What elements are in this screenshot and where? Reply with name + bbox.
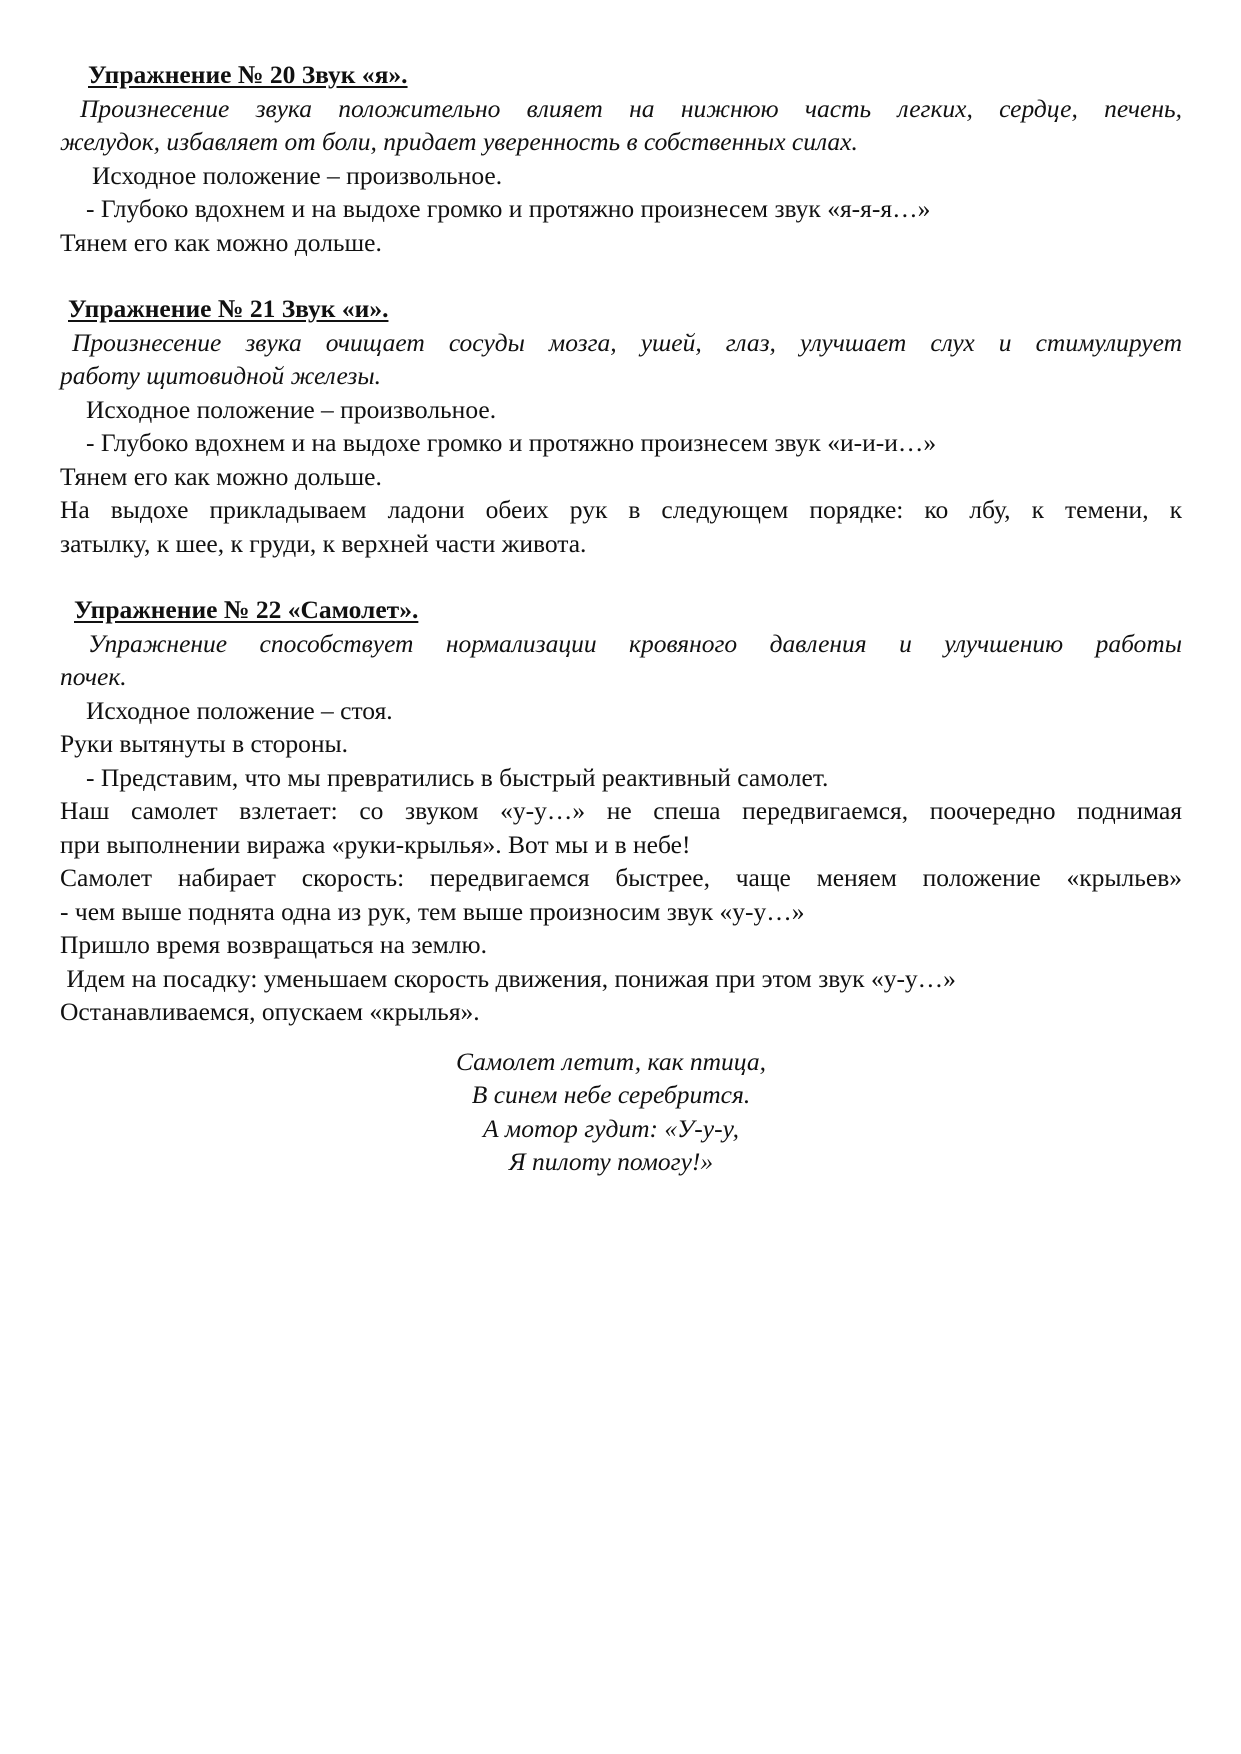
exercise-21 (60, 292, 1182, 560)
exercise-22-landing: Идем на посадку: уменьшаем скорость движения, понижая при этом звук «у-у…» (60, 963, 956, 993)
exercise-22-benefit: Упражнение способствует нормализации кровяного давления и улучшению работы (88, 628, 1182, 658)
exercise-22-speed-cont: - чем выше поднята одна из рук, тем выше произносим звук «у-у…» (60, 896, 805, 926)
exercise-22-return: Пришло время возвращаться на землю. (60, 930, 487, 959)
poem-line-2: В синем небе серебрится. (471, 1080, 751, 1109)
exercise-20-benefit: Произнесение звука положительно влияет на нижнюю часть легких, сердце, печень, (80, 93, 1182, 123)
exercise-22-takeoff: Наш самолет взлетает: со звуком «у-у…» не спеша передвигаемся, поочередно поднимая (60, 796, 1182, 825)
poem (60, 1045, 1182, 1179)
exercise-21-note: Тянем его как можно дольше. (60, 461, 382, 491)
exercise-20-heading: Упражнение № 20 Звук «я». (88, 60, 408, 89)
exercise-21-heading: Упражнение № 21 Звук «и». (68, 294, 389, 323)
exercise-20-benefit-cont: желудок, избавляет от боли, придает уверенность в собственных силах. (60, 127, 858, 156)
exercise-21-benefit-cont: работу щитовидной железы. (60, 361, 382, 390)
exercise-22-speed: Самолет набирает скорость: передвигаемся быстрее, чаще меняем положение «крыльев» (60, 863, 1182, 892)
exercise-22-heading: Упражнение № 22 «Самолет». (74, 595, 419, 624)
exercise-22-stop: Останавливаемся, опускаем «крылья». (60, 997, 480, 1026)
exercise-20-instruction: - Глубоко вдохнем и на выдохе громко и протяжно произнесем звук «я-я-я…» (86, 194, 931, 223)
poem-line-4: Я пилоту помогу!» (508, 1147, 714, 1176)
exercise-21-instruction: - Глубоко вдохнем и на выдохе громко и протяжно произнесем звук «и-и-и…» (86, 428, 937, 457)
exercise-22-start-position: Исходное положение – стоя. (86, 695, 393, 725)
poem-line-1: Самолет летит, как птица, (456, 1046, 766, 1076)
poem-line-3: А мотор гудит: «У-у-у, (482, 1113, 740, 1143)
exercise-21-extra: На выдохе прикладываем ладони обеих рук в следующем порядке: ко лбу, к темени, к (60, 495, 1182, 524)
document-page (60, 58, 1182, 1179)
exercise-20 (60, 58, 1182, 259)
exercise-21-start-position: Исходное положение – произвольное. (86, 394, 497, 424)
exercise-20-start-position: Исходное положение – произвольное. (92, 160, 503, 190)
exercise-22 (60, 593, 1182, 1029)
exercise-22-benefit-cont: почек. (60, 662, 127, 691)
exercise-21-benefit: Произнесение звука очищает сосуды мозга, ушей, глаз, улучшает слух и стимулирует (72, 327, 1182, 357)
exercise-20-note: Тянем его как можно дольше. (60, 227, 382, 257)
exercise-22-arms: Руки вытянуты в стороны. (60, 729, 349, 758)
exercise-22-imagine: - Представим, что мы превратились в быстрый реактивный самолет. (86, 762, 829, 792)
exercise-22-takeoff-cont: при выполнении виража «руки-крылья». Вот мы и в небе! (60, 829, 691, 859)
exercise-21-extra-cont: затылку, к шее, к груди, к верхней части живота. (60, 528, 587, 558)
